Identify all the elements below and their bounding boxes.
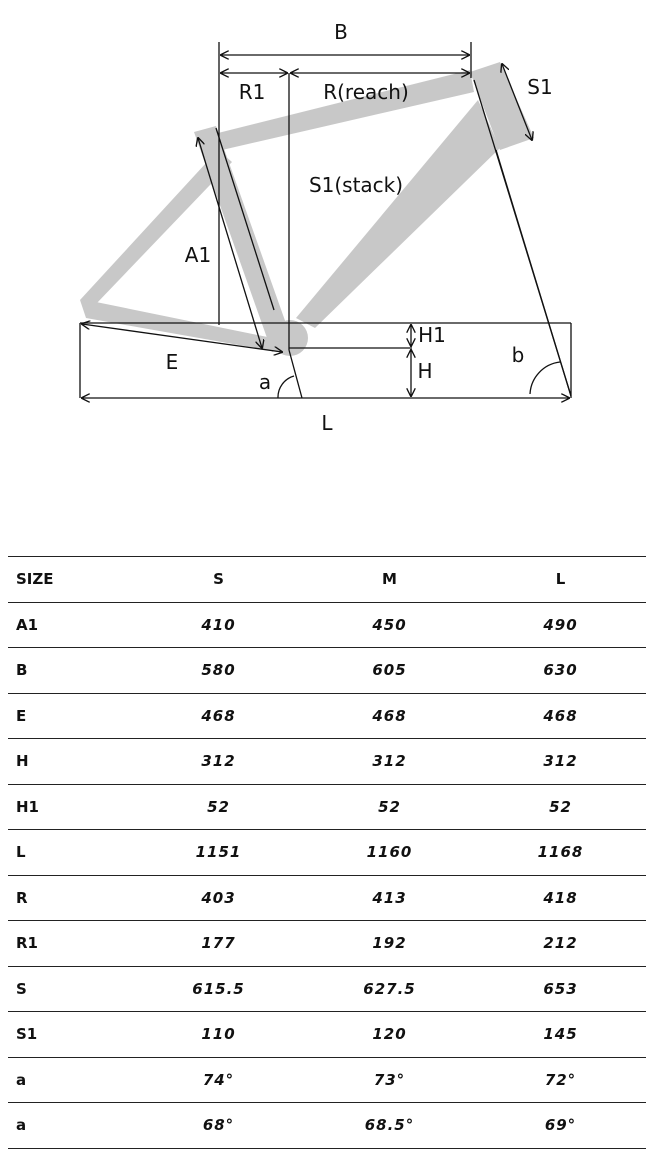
header-s: S — [133, 557, 304, 603]
geometry-table — [8, 556, 646, 1149]
cell-l: 72° — [475, 1057, 646, 1103]
cell-m: 192 — [304, 921, 475, 967]
label-s1-headtube: S1 — [527, 75, 553, 99]
cell-s: 403 — [133, 875, 304, 921]
seat-angle-line — [289, 350, 302, 398]
table-row — [8, 739, 646, 785]
row-label: A1 — [8, 602, 133, 648]
label-angle-a: a — [258, 370, 272, 394]
row-label: L — [8, 830, 133, 876]
label-r1: R1 — [238, 80, 266, 104]
cell-m: 627.5 — [304, 966, 475, 1012]
cell-s: 580 — [133, 648, 304, 694]
cell-l: 490 — [475, 602, 646, 648]
table-header-row — [8, 557, 646, 603]
cell-l: 1168 — [475, 830, 646, 876]
bottom-bracket — [272, 320, 308, 356]
row-label: a — [8, 1057, 133, 1103]
label-l: L — [321, 411, 333, 435]
table-row — [8, 1012, 646, 1058]
cell-s: 468 — [133, 693, 304, 739]
cell-s: 52 — [133, 784, 304, 830]
cell-m: 312 — [304, 739, 475, 785]
cell-s: 110 — [133, 1012, 304, 1058]
header-l: L — [475, 557, 646, 603]
label-reach: R(reach) — [323, 80, 409, 104]
cell-s: 312 — [133, 739, 304, 785]
cell-m: 450 — [304, 602, 475, 648]
cell-s: 1151 — [133, 830, 304, 876]
cell-s: 615.5 — [133, 966, 304, 1012]
bike-frame-silhouette — [80, 62, 534, 356]
table-row — [8, 648, 646, 694]
label-e: E — [165, 350, 179, 374]
row-label: R — [8, 875, 133, 921]
cell-s: 177 — [133, 921, 304, 967]
cell-l: 468 — [475, 693, 646, 739]
cell-l: 69° — [475, 1103, 646, 1149]
cell-l: 630 — [475, 648, 646, 694]
header-size: SIZE — [8, 557, 133, 603]
row-label: H — [8, 739, 133, 785]
table-row — [8, 1057, 646, 1103]
cell-m: 73° — [304, 1057, 475, 1103]
frame-geometry-diagram — [0, 0, 663, 440]
header-m: M — [304, 557, 475, 603]
table-row — [8, 921, 646, 967]
label-b: B — [334, 20, 348, 44]
label-h: H — [417, 359, 433, 383]
table-row — [8, 875, 646, 921]
row-label: R1 — [8, 921, 133, 967]
cell-m: 52 — [304, 784, 475, 830]
row-label: H1 — [8, 784, 133, 830]
cell-s: 74° — [133, 1057, 304, 1103]
cell-s: 68° — [133, 1103, 304, 1149]
cell-s: 410 — [133, 602, 304, 648]
cell-l: 312 — [475, 739, 646, 785]
cell-m: 468 — [304, 693, 475, 739]
row-label: B — [8, 648, 133, 694]
cell-l: 653 — [475, 966, 646, 1012]
label-a1: A1 — [184, 243, 212, 267]
table-row — [8, 693, 646, 739]
row-label: E — [8, 693, 133, 739]
cell-m: 413 — [304, 875, 475, 921]
cell-m: 120 — [304, 1012, 475, 1058]
label-s1-stack: S1(stack) — [308, 173, 404, 197]
label-h1: H1 — [418, 323, 446, 347]
cell-l: 145 — [475, 1012, 646, 1058]
table-row — [8, 1103, 646, 1149]
cell-l: 212 — [475, 921, 646, 967]
cell-m: 1160 — [304, 830, 475, 876]
cell-m: 605 — [304, 648, 475, 694]
table-row — [8, 830, 646, 876]
table-row — [8, 966, 646, 1012]
table-body — [8, 602, 646, 1148]
chain-stay — [80, 300, 282, 352]
table-row — [8, 784, 646, 830]
down-tube — [296, 100, 500, 328]
label-angle-b: b — [511, 343, 525, 367]
cell-l: 52 — [475, 784, 646, 830]
row-label: a — [8, 1103, 133, 1149]
table-row — [8, 602, 646, 648]
row-label: S1 — [8, 1012, 133, 1058]
angle-a-arc — [278, 376, 294, 398]
cell-m: 68.5° — [304, 1103, 475, 1149]
row-label: S — [8, 966, 133, 1012]
angle-b-arc — [530, 362, 560, 394]
cell-l: 418 — [475, 875, 646, 921]
